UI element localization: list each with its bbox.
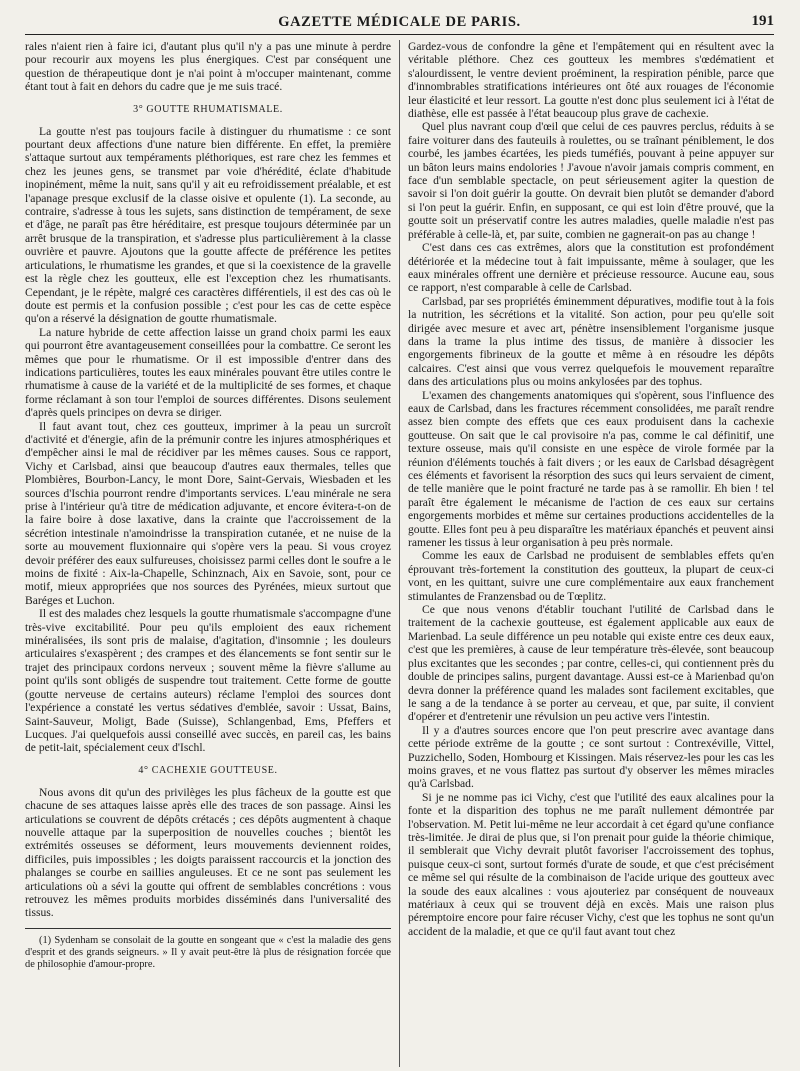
paragraph: La nature hybride de cette affection laisse un grand choix parmi les eaux qui pourront être avantageusement conseillées pour la combattre. Ce seront les mêmes que pour le rhumatisme. Or il est impossible d'entrer dans des indications particulières, toutes les eaux minérales pouvant être utiles contre le rhumatisme à cause de la variété et de la multiplicité de ses formes, et chaque forme réclamant à son tour l'emploi de sources différentes. Disons seulement d'après quels principes on devra se diriger. [25, 325, 391, 420]
running-title: GAZETTE MÉDICALE DE PARIS. [278, 14, 521, 30]
paragraph: L'examen des changements anatomiques qui s'opèrent, sous l'influence des eaux de Carlsbad, dans les fractures récemment consolidées, me paraît rendre assez bien compte des effets que ces eaux produisent dans la cachexie goutteuse. On sait que le cal provisoire n'a pas, comme le cal définitif, une texture osseuse, mais qu'il consiste en une espèce de virole formée par la réunion d'éléments touchés à fait divers ; or les eaux de Carlsbad désagrègent ces éléments et favorisent la résorption des sucs qui leurs servaient de ciment, de telle manière que le point fracturé ne tarde pas à se ramollir. Eh bien ! tel paraît être également le mécanisme de l'action de ces eaux sur certains engorgements morbides et même sur certaines productions accidentelles de la goutte. Elles font peu à peu disparaître les matériaux épanchés et peuvent ainsi ramener les tissus à leur organisation à peu près normale. [408, 388, 774, 550]
section-heading: 3° GOUTTE RHUMATISMALE. [133, 103, 283, 115]
paragraph: La goutte n'est pas toujours facile à distinguer du rhumatisme : ce sont pourtant deux affections d'une nature bien différente. En effet, la première s'attaque surtout aux tempéraments pléthoriques, est rare chez les femmes et chez les jeunes gens, se transmet par voie d'hérédité, éclate d'habitude inopinément, même la nuit, sans qu'il y ait eu refroidissement préalable, et est l'apanage presque exclusif de la classe oisive et opulente (1). La seconde, au contraire, s'adresse à tous les sujets, sans distinction de tempérament, de sexe et d'âge, ne paraît pas être héréditaire, est presque toujours déterminée par un arrêt brusque de la transpiration, et s'adresse plus particulièrement à la classe ouvrière et pauvre. Ajoutons que la goutte affecte de préférence les petites articulations, le rhumatisme les grandes, et que si la coexistence de la gravelle est la règle chez les goutteux, elle est l'exception chez les rhumatisants. Cependant, je le répète, malgré ces caractères différentiels, il est des cas où le doute est permis et la confusion possible ; c'est pour les cas de cette espèce qu'on a réservé la désignation de goutte rhumatismale. [25, 124, 391, 326]
text-columns [25, 40, 774, 1067]
paragraph: Il y a d'autres sources encore que l'on peut prescrire avec avantage dans cette période extrême de la goutte ; ce sont surtout : Contrexéville, Vittel, Puzzichello, Soden, Hombourg et Kissingen. Mais réservez-les pour les cas les moins graves, et ne vous flattez pas surtout d'y observer les mêmes miracles qu'à Carlsbad. [408, 723, 774, 791]
footnote [25, 935, 391, 972]
page-header [25, 8, 774, 35]
paragraph: Gardez-vous de confondre la gêne et l'empâtement qui en résultent avec la véritable pléthore. Chez ces goutteux les membres s'œdématient et s'alourdissent, le ventre devient proéminent, la respiration pénible, parce que d'innombrables stratifications intérieures ont ôté aux rouages de l'économie leur élasticité et leur ressort. La goutte n'est donc plus seulement ici à l'état de diathèse, elle est passée à l'état beaucoup plus grave de cachexie. [408, 40, 774, 121]
paragraph: Ce que nous venons d'établir touchant l'utilité de Carlsbad dans le traitement de la cachexie goutteuse, est également applicable aux eaux de Marienbad. La seule différence un peu notable qui existe entre ces deux eaux, c'est que les premières, à cause de leur température très-élevée, sont beaucoup plus excitantes que les secondes ; par contre, celles-ci, qui contiennent près du double de principes salins, purgent davantage. Aussi est-ce à Marienbad qu'on devra donner la préférence quand les malades sont facilement excitables, que le sang a de la tendance à se porter au cerveau, et que, par suite, il convient d'opérer et d'entretenir une révulsion un peu active vers l'intestin. [408, 603, 774, 724]
left-column [25, 40, 391, 1067]
right-column [408, 40, 774, 1067]
paragraph: Nous avons dit qu'un des privilèges les plus fâcheux de la goutte est que chacune de ses attaques laisse après elle des traces de son passage. Ainsi les articulations se couvrent de dépôts crétacés ; ces dépôts augmentent à chaque nouvelle attaque par la superposition de nouvelles couches ; bientôt les extrémités osseuses se déforment, leurs mouvements deviennent roides, difficiles, puis impossibles ; les doigts paraissent raccourcis et la jonction des phalanges se courbe en saillies anguleuses. Et ce ne sont pas seulement les articulations où a sévi la goutte qui offrent de semblables concrétions : vous retrouvez les mêmes produits morbides disséminés dans l'universalité des tissus. [25, 785, 391, 920]
footnote-divider [25, 928, 391, 929]
paragraph: rales n'aient rien à faire ici, d'autant plus qu'il n'y a pas une minute à perdre pour recourir aux moyens les plus énergiques. C'est par conséquent une question de thérapeutique dont je n'ai point à m'occuper maintenant, comme étant tout à fait en dehors du cadre que je me suis tracé. [25, 40, 391, 94]
footnote-text: (1) Sydenham se consolait de la goutte en songeant que « c'est la maladie des gens d'esprit et des grands seigneurs. » Il y avait peut-être là plus de résignation forcée que de philosophie d'amour-propre. [25, 934, 391, 971]
section-heading: 4° CACHEXIE GOUTTEUSE. [138, 764, 278, 776]
column-divider [399, 40, 400, 1067]
paragraph: Si je ne nomme pas ici Vichy, c'est que l'utilité des eaux alcalines pour la fonte et la disparition des tophus ne me paraît nullement démontrée par l'observation. M. Petit lui-même ne leur accordait à cet égard qu'une confiance très-limitée. Je dirai de plus que, si l'on prenait pour guide la théorie chimique, il semblerait que Vichy devrait plutôt favoriser l'accroissement des tophus, puisque ceux-ci sont, surtout formés d'urate de soude, et que c'est précisément ce même sel qui résulte de la combinaison de l'acide urique des goutteux avec la soude des eaux alcalines : vous ajouteriez par conséquent de nouveaux matériaux à ceux qui se trouvent déjà en excès. Mais une raison plus péremptoire encore pour faire récuser Vichy, c'est que les tophus ne sont qu'un accident de la maladie, et que ce qu'il faut avant tout chez [408, 790, 774, 938]
page-number: 191 [751, 13, 774, 29]
paragraph: Il faut avant tout, chez ces goutteux, imprimer à la peau un surcroît d'activité et d'énergie, afin de la prémunir contre les injures atmosphériques et d'empêcher ainsi le mal de récidiver par les mêmes causes. Sous ce rapport, Vichy et Carlsbad, ainsi que beaucoup d'autres eaux thermales, telles que Plombières, Bourbon-Lancy, le mont Dore, Saint-Gervais, Wiesbaden et les sources d'Ischia pourront rendre d'importants services. L'eau minérale ne sera prise à l'intérieur qu'à titre de médication adjuvante, et encore évitera-t-on de la faire boire à dose laxative, dans la crainte que l'accroissement de la sécrétion intestinale n'amoindrisse la transpiration cutanée, et ne nuise de la sorte au mouvement fluxionnaire qui s'opère vers la peau. Si vous croyez devoir préférer des eaux sulfureuses, choisissez parmi celles dont le soufre a le moins de fixité : Aix-la-Chapelle, Schinznach, Aix en Savoie, sont, pour ce motif, mieux appropriées que nos sources des Pyrénées, mieux surtout que Baréges et Luchon. [25, 419, 391, 607]
paragraph: Il est des malades chez lesquels la goutte rhumatismale s'accompagne d'une très-vive excitabilité. Pour peu qu'ils emploient des eaux richement minéralisées, ils sont pris de malaise, d'agitation, d'insomnie ; les douleurs articulaires s'exaspèrent ; des crampes et des élancements se font sentir sur le trajet des principaux cordons nerveux ; souvent même la fièvre s'allume au point qu'ils sont obligés de suspendre tout traitement. Cette forme de goutte (goutte nerveuse de certains auteurs) réclame l'emploi des sources dont l'expérience a constaté les vertus sédatives d'emblée, savoir : Ussat, Bains, Saint-Sauveur, Moligt, Bade (Suisse), Schlangenbad, Ems, Pfeffers et Lucques. J'ai quelquefois aussi conseillé avec succès, en pareil cas, les bains de petit-lait, spécialement ceux d'Ischl. [25, 607, 391, 755]
paragraph: Carlsbad, par ses propriétés éminemment dépuratives, modifie tout à la fois la nutrition, les sécrétions et la vitalité. Son action, pour peu qu'elle soit dirigée avec mesure et avec art, pénètre insensiblement l'organisme jusque dans la trame la plus intime des tissus, de manière à dissocier les engorgements fibrineux de la goutte et même à en résoudre les dépôts calcaires. C'est ainsi que vous verrez quelquefois le mouvement reparaître dans des articulations plus ou moins ankylosées par des tophus. [408, 294, 774, 389]
paragraph: Quel plus navrant coup d'œil que celui de ces pauvres perclus, réduits à se faire voiturer dans des fauteuils à roulettes, ou se traînant péniblement, le dos courbé, les jambes écartées, les pieds tuméfiés, pouvant à peine appuyer sur un bâton leurs mains endolories ! J'avoue n'avoir jamais compris comment, en face d'un semblable spectacle, on peut sérieusement agiter la question de savoir si l'on doit guérir la goutte. On devrait bien plutôt se demander d'abord si l'on peut la guérir. Enfin, en supposant, ce qui est loin d'être prouvé, que la goutte soit un préservatif contre les autres maladies, quelle maladie n'est pas préférable à celle-là, et, par suite, combien ne gagnerait-on pas au change ! [408, 120, 774, 241]
paragraph: C'est dans ces cas extrêmes, alors que la constitution est profondément détériorée et la médecine tout à fait impuissante, même à soulager, que les eaux minérales offrent une dernière et précieuse ressource. Aucune eau, sous ce rapport, n'est comparable à celle de Carlsbad. [408, 241, 774, 295]
paragraph: Comme les eaux de Carlsbad ne produisent de semblables effets qu'en éprouvant très-fortement la constitution des goutteux, la plupart de ceux-ci vont, en les quittant, suivre une cure complémentaire aux eaux franchement stimulantes de Franzensbad ou de Tœplitz. [408, 549, 774, 603]
